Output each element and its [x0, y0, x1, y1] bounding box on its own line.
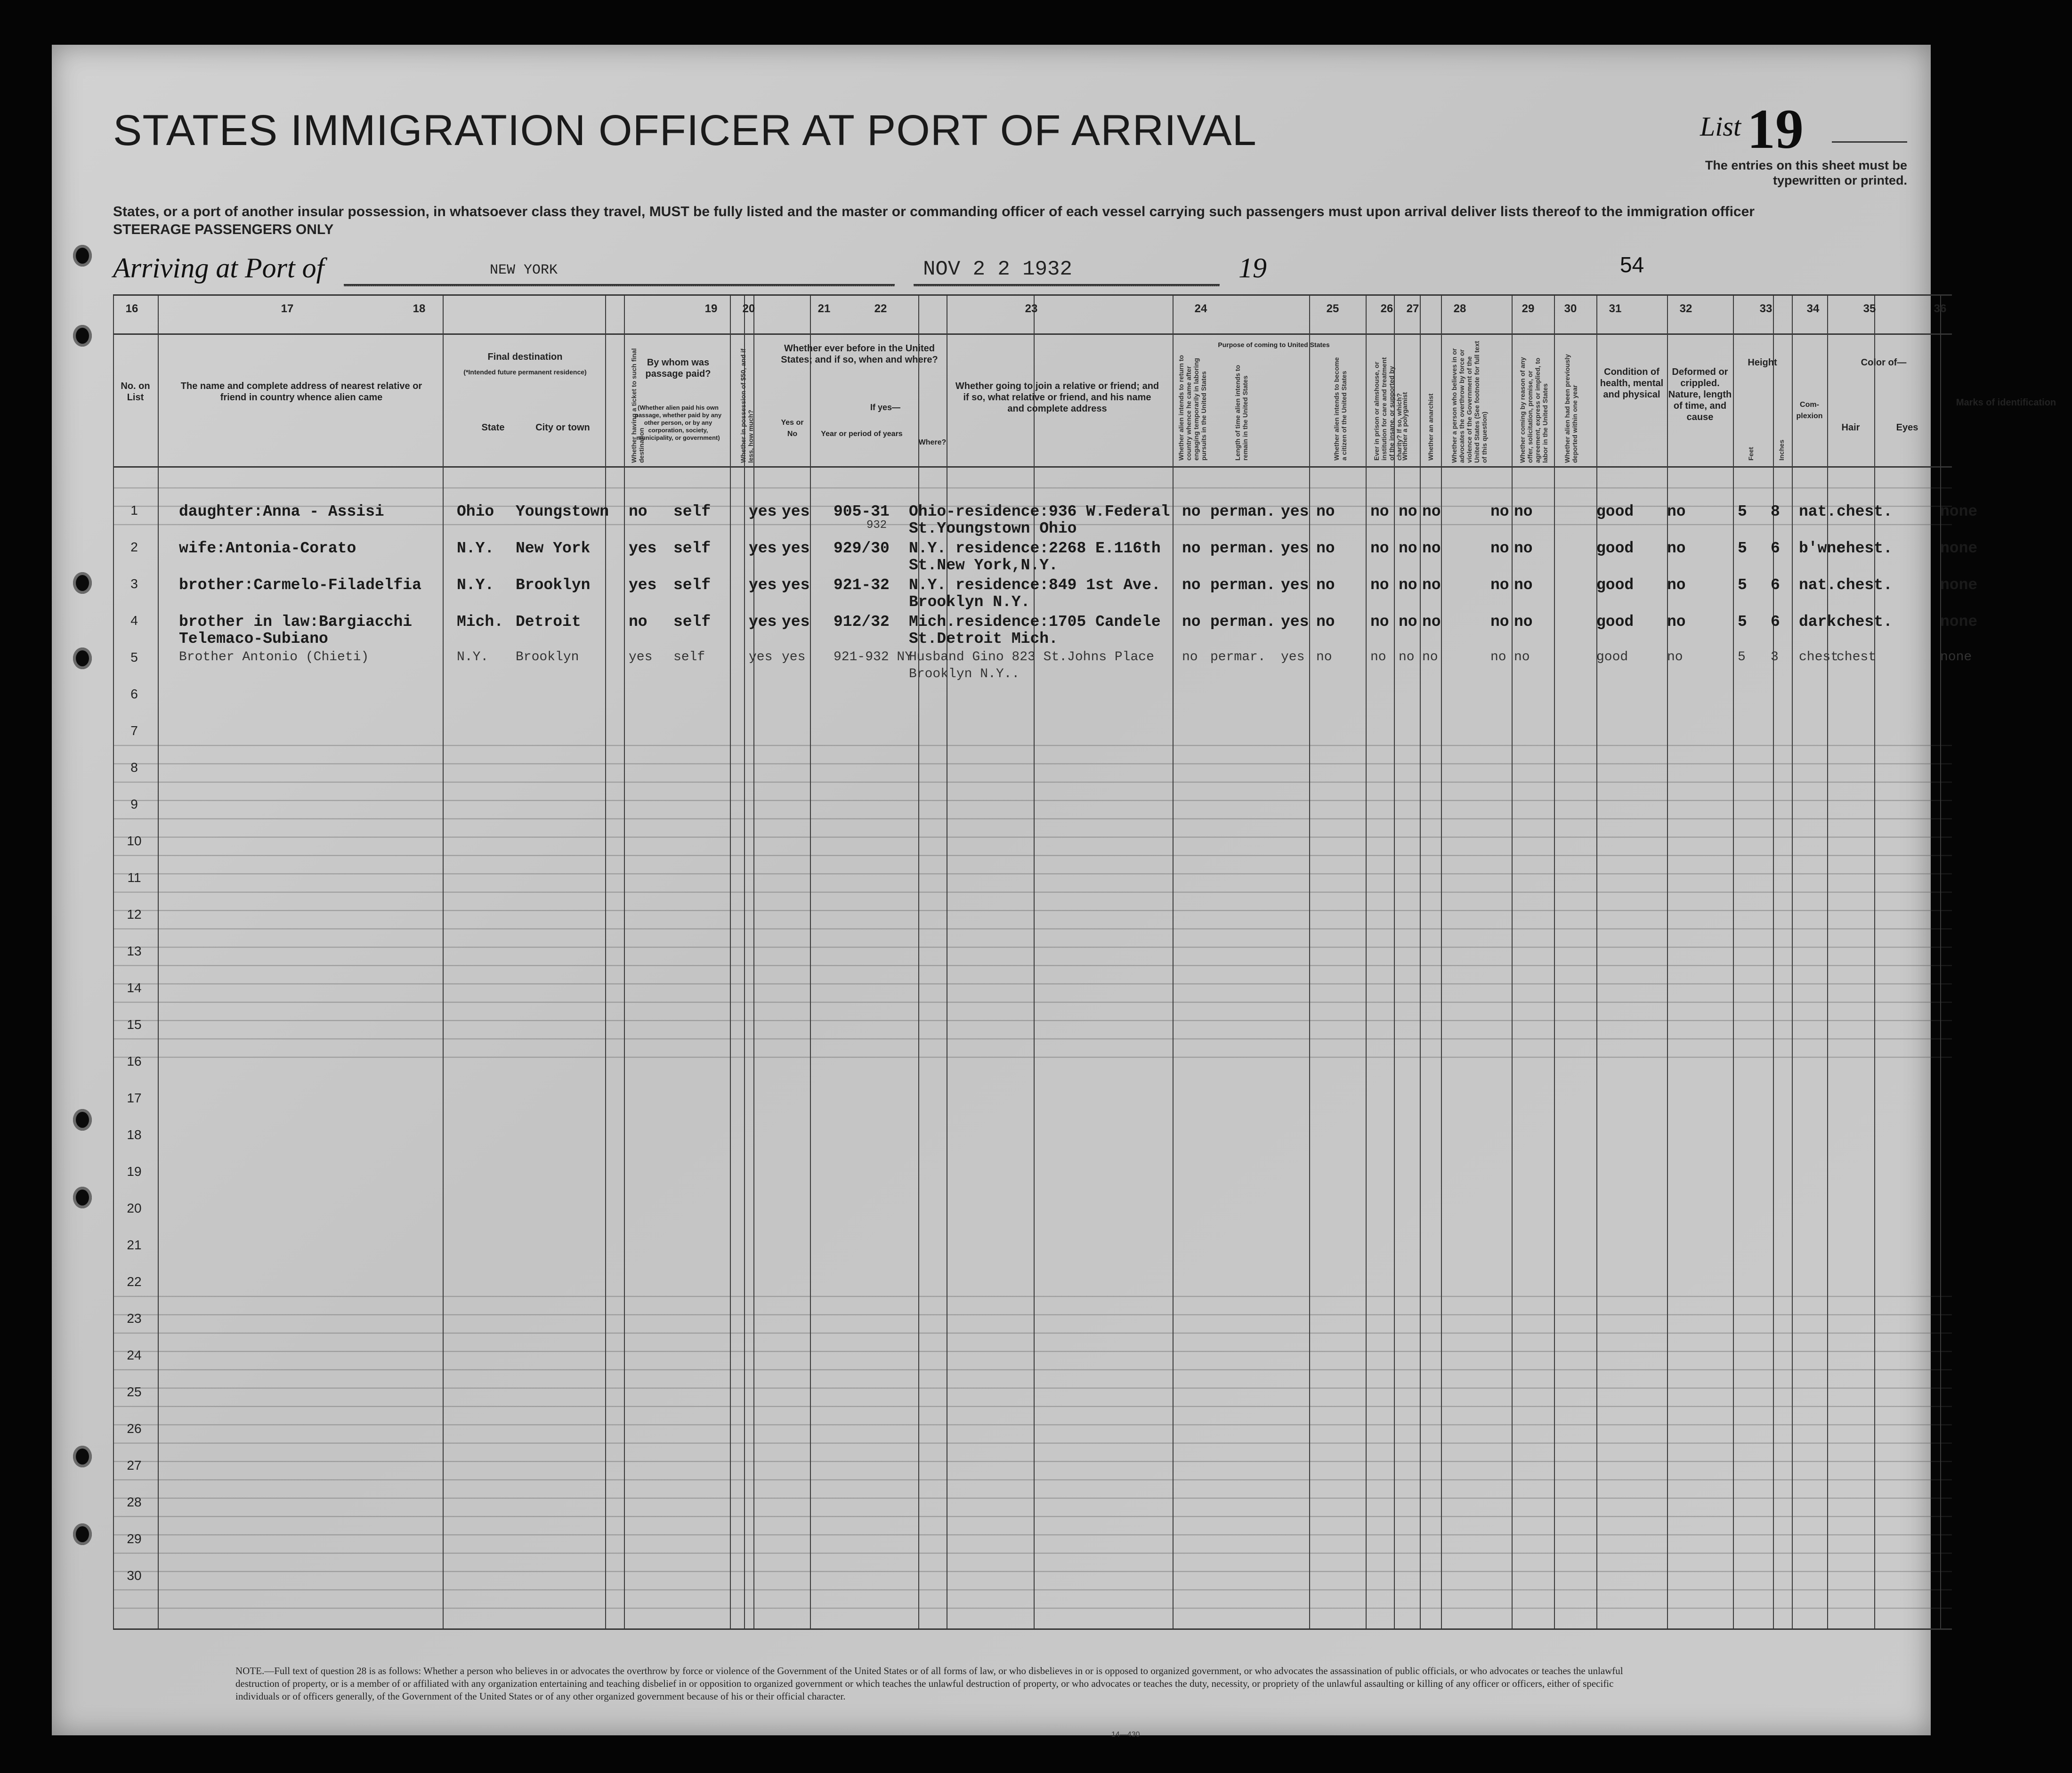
column-number: 26: [1380, 302, 1393, 315]
cell-possession: yes: [749, 613, 777, 631]
cell-ever: yes: [782, 503, 810, 520]
cell-possession: yes: [749, 503, 777, 520]
column-number: 23: [1025, 302, 1038, 315]
cell-state: Mich.: [457, 613, 504, 631]
cell-citizen: yes: [1281, 540, 1309, 557]
header-joining: Whether going to join a relative or friend; and if so, what relative or friend, and his name and complete address: [955, 381, 1159, 414]
list-number: 19: [1747, 97, 1804, 160]
manifest-sheet: [52, 45, 2056, 1739]
column-rule: [1667, 296, 1668, 1628]
column-number: 21: [817, 302, 831, 315]
cell-state: Ohio: [457, 503, 494, 520]
header-inches: Inches: [1778, 439, 1785, 461]
cell-ticket: yes: [629, 540, 657, 557]
page-title: STATES IMMIGRATION OFFICER AT PORT OF ARRIVAL: [113, 106, 1257, 154]
cell-citizen: yes: [1281, 613, 1309, 631]
column-number: 33: [1759, 302, 1773, 315]
cell-hair: chest.: [1837, 613, 1893, 631]
manifest-table: [113, 294, 2056, 1630]
column-rule: [605, 296, 606, 1628]
typed-notice: The entries on this sheet must be typewritten or printed.: [1705, 158, 1907, 187]
cell-years-note: 932: [866, 519, 887, 532]
cell-joining-line2: St.Youngstown Ohio: [909, 520, 1077, 537]
cell-ever: yes: [782, 540, 810, 557]
cell-q26: no: [1370, 540, 1389, 557]
cell-citizen: yes: [1281, 576, 1309, 594]
port-value: NEW YORK: [490, 262, 558, 278]
cell-q26: no: [1370, 576, 1389, 594]
cell-complexion: b'wne: [1799, 540, 1846, 557]
column-number: 32: [1679, 302, 1692, 315]
header-condition: Condition of health, mental and physical: [1600, 367, 1664, 400]
cell-q30: no: [1514, 503, 1533, 520]
cell-hair: chest: [1837, 650, 1877, 664]
cell-possession: yes: [749, 650, 773, 664]
cell-q26: no: [1370, 613, 1389, 631]
row-number: 11: [127, 870, 141, 885]
cell-inches: 6: [1771, 576, 1780, 594]
row-number: 29: [127, 1531, 142, 1546]
row-number: 18: [127, 1127, 142, 1142]
cell-joining: Ohio-residence:936 W.Federal: [909, 503, 1170, 520]
row-number: 12: [127, 907, 142, 922]
column-rule: [730, 296, 731, 1628]
cell-joining: Husband Gino 823 St.Johns Place: [909, 650, 1154, 664]
cell-deformed: no: [1667, 576, 1686, 594]
cell-q27: no: [1399, 540, 1417, 557]
header-contract: Whether coming by reason of any offer, solicitation, promise, or agreement, express or implied, to labor in the United States: [1519, 357, 1549, 463]
column-rule: [158, 296, 159, 1628]
cell-feet: 5: [1738, 613, 1747, 631]
header-possession: Whether in possession of $50, and if less, how much?: [739, 348, 754, 463]
cell-citizen: yes: [1281, 503, 1309, 520]
cell-relative: brother in law:Bargiacchi: [179, 613, 413, 631]
cell-inches: 6: [1771, 540, 1780, 557]
cell-ticket: no: [629, 503, 648, 520]
cell-q25: no: [1316, 540, 1335, 557]
punch-hole: [73, 1109, 92, 1131]
cell-joining: Mich.residence:1705 Candele: [909, 613, 1161, 631]
cell-relative: wife:Antonia-Corato: [179, 540, 356, 557]
column-number: 29: [1522, 302, 1535, 315]
row-number: 15: [127, 1017, 142, 1032]
header-polygamist: Whether a polygamist: [1401, 392, 1408, 461]
column-number: 22: [874, 302, 887, 315]
cell-ticket: no: [629, 613, 648, 631]
row-number: 14: [127, 980, 142, 995]
cell-possession: yes: [749, 576, 777, 594]
header-marks: Marks of identification: [1956, 397, 2056, 408]
column-number: 24: [1194, 302, 1207, 315]
cell-city: Brooklyn: [516, 576, 591, 594]
cell-joining-line2: Brooklyn N.Y..: [909, 667, 1020, 681]
header-final-destination-note: (*Intended future permanent residence): [463, 368, 587, 376]
header-purpose-length: Length of time alien intends to remain in the United States: [1234, 365, 1249, 461]
row-number: 17: [127, 1091, 142, 1105]
cell-time: perman.: [1210, 613, 1276, 631]
cell-city: Detroit: [516, 613, 581, 631]
column-rule: [624, 296, 625, 1628]
row-number: 28: [127, 1495, 142, 1509]
row-number: 4: [130, 613, 138, 628]
row-number: 21: [127, 1238, 142, 1252]
punch-hole: [73, 572, 92, 594]
cell-deformed: no: [1667, 613, 1686, 631]
date-value: NOV 2 2 1932: [923, 258, 1072, 281]
column-rule: [1309, 296, 1310, 1628]
cell-q27: no: [1399, 613, 1417, 631]
cell-q28: no: [1422, 540, 1441, 557]
cell-marks: none: [1940, 540, 1978, 557]
row-number: 20: [127, 1201, 142, 1215]
punch-hole: [73, 325, 92, 347]
cell-q29: no: [1490, 650, 1506, 664]
column-number: 35: [1863, 302, 1876, 315]
cell-health: good: [1596, 540, 1634, 557]
cell-hair: chest.: [1837, 503, 1893, 520]
cell-complexion: chest: [1799, 650, 1839, 664]
cell-health: good: [1596, 503, 1634, 520]
cell-q25: no: [1316, 613, 1335, 631]
cell-q28: no: [1422, 613, 1441, 631]
cell-deformed: no: [1667, 503, 1686, 520]
arriving-label: Arriving at Port of: [113, 252, 324, 283]
row-number: 19: [127, 1164, 142, 1179]
cell-health: good: [1596, 650, 1628, 664]
column-number: 31: [1609, 302, 1622, 315]
cell-city: Youngstown: [516, 503, 609, 520]
cell-prison: no: [1182, 613, 1201, 631]
column-number: 27: [1406, 302, 1419, 315]
cell-relative-line2: Telemaco-Subiano: [179, 630, 328, 648]
cell-years: 921-32: [834, 576, 890, 594]
cell-relative: Brother Antonio (Chieti): [179, 650, 369, 664]
row-number: 13: [127, 944, 142, 958]
year-suffix: 54: [1620, 252, 1644, 277]
cell-city: New York: [516, 540, 591, 557]
header-passage-paid: By whom was passage paid?: [645, 357, 711, 379]
cell-deformed: no: [1667, 650, 1683, 664]
cell-joining: N.Y. residence:2268 E.116th: [909, 540, 1161, 557]
port-underline: [344, 284, 895, 286]
column-rule: [1554, 296, 1555, 1628]
cell-joining-line2: St.New York,N.Y.: [909, 557, 1058, 574]
punch-hole: [73, 1523, 92, 1545]
cell-hair: chest.: [1837, 576, 1893, 594]
header-eyes: Eyes: [1896, 422, 1918, 433]
row-number: 5: [130, 650, 138, 664]
column-rule: [753, 296, 754, 1628]
header-feet: Feet: [1747, 447, 1755, 461]
cell-health: good: [1596, 613, 1634, 631]
date-underline: [914, 284, 1220, 286]
footnote: NOTE.—Full text of question 28 is as follows: Whether a person who believes in or advocates the overthrow by force or violence of the Government of the United States or of all forms of law, or who disbelieves in or is opposed to organized government, or who advocates the assassination of public officials, or who advocates or teaches the unlawful destruction of property, or is a member of or affiliated with any organization entertaining and teaching disbelief in or opposition to organized government or which teaches the unlawful destruction of property, or who advocates or teaches the duty, necessity, or propriety of the unlawful assaulting or killing of any officer or officers, either of specific individuals or of officers generally, of the Government of the United States or of any other organized government because of his or their official character.: [235, 1665, 1623, 1702]
cell-years: 921-932 NY: [834, 650, 913, 664]
cell-inches: 6: [1771, 613, 1780, 631]
column-rule: [1394, 296, 1395, 1628]
header-state: State: [481, 422, 505, 433]
year-prefix: 19: [1238, 252, 1267, 283]
row-number: 10: [127, 834, 142, 848]
row-number: 6: [130, 687, 138, 701]
cell-q29: no: [1490, 503, 1509, 520]
column-rule: [1034, 296, 1035, 1628]
column-rule: [918, 296, 919, 1628]
cell-joining: N.Y. residence:849 1st Ave.: [909, 576, 1161, 594]
column-number: 34: [1806, 302, 1820, 315]
cell-joining-line2: St.Detroit Mich.: [909, 630, 1058, 648]
cell-q28: no: [1422, 503, 1441, 520]
cell-prison: no: [1182, 540, 1201, 557]
header-deported: Whether alien had been previously deported within one year: [1563, 354, 1578, 463]
cell-complexion: dark: [1799, 613, 1837, 631]
row-number: 27: [127, 1458, 142, 1473]
cell-ever: yes: [782, 650, 806, 664]
row-number: 8: [130, 760, 138, 775]
column-number: 19: [704, 302, 718, 315]
cell-deformed: no: [1667, 540, 1686, 557]
cell-q30: no: [1514, 540, 1533, 557]
cell-ticket: yes: [629, 650, 653, 664]
header-nearest-relative: The name and complete address of nearest relative or friend in country whence alien came: [180, 381, 422, 403]
cell-state: N.Y.: [457, 540, 494, 557]
column-number: 28: [1453, 302, 1466, 315]
cell-prison: no: [1182, 650, 1198, 664]
row-number: 1: [130, 503, 138, 518]
cell-feet: 5: [1738, 576, 1747, 594]
column-rule: [1512, 296, 1513, 1628]
cell-relative: brother:Carmelo-Filadelfia: [179, 576, 421, 594]
column-number: 36: [1934, 302, 1947, 315]
column-rule: [1366, 296, 1367, 1628]
cell-city: Brooklyn: [516, 650, 579, 664]
column-number: 16: [125, 302, 138, 315]
column-number: 30: [1564, 302, 1577, 315]
header-passage-note: (Whether alien paid his own passage, whether paid by any other person, or by any corporation, society, municipality, or government): [634, 404, 722, 441]
column-rule: [1420, 296, 1421, 1628]
cell-relative: daughter:Anna - Assisi: [179, 503, 384, 520]
cell-ticket: yes: [629, 576, 657, 594]
header-if-yes: If yes—: [870, 403, 901, 412]
punch-hole: [73, 1187, 92, 1208]
steerage-label: STEERAGE PASSENGERS ONLY: [113, 222, 334, 237]
header-hair: Hair: [1841, 422, 1860, 433]
cell-prison: no: [1182, 576, 1201, 594]
cell-q27: no: [1399, 503, 1417, 520]
header-bottom-rule: [113, 466, 1952, 468]
cell-paid: self: [673, 503, 711, 520]
cell-state: N.Y.: [457, 650, 489, 664]
row-number: 2: [130, 540, 138, 554]
header-no-on-list: No. on List: [121, 381, 150, 403]
cell-paid: self: [673, 650, 705, 664]
cell-q26: no: [1370, 503, 1389, 520]
cell-q28: no: [1422, 576, 1441, 594]
header-purpose: Purpose of coming to United States: [1218, 341, 1330, 348]
cell-joining-line2: Brooklyn N.Y.: [909, 593, 1030, 611]
header-final-destination: Final destination: [487, 352, 563, 362]
header-anarchist: Whether an anarchist: [1427, 393, 1434, 461]
header-complexion: Com-plexion: [1796, 401, 1823, 420]
cell-years: 905-31: [834, 503, 890, 520]
header-color-of: Color of—: [1861, 357, 1907, 368]
column-rule: [1827, 296, 1828, 1628]
header-height: Height: [1748, 357, 1777, 368]
column-number: 25: [1326, 302, 1339, 315]
cell-prison: no: [1182, 503, 1201, 520]
punch-hole: [73, 1446, 92, 1467]
list-label: List: [1700, 111, 1741, 142]
cell-q28: no: [1422, 650, 1438, 664]
cell-q26: no: [1370, 650, 1386, 664]
header-where: Where?: [918, 438, 947, 446]
column-rule: [1792, 296, 1793, 1628]
header-ticket: Whether having a ticket to such final destination: [630, 348, 645, 463]
cell-inches: 8: [1771, 503, 1780, 520]
header-year-period: Year or period of years: [821, 430, 903, 438]
cell-time: permar.: [1210, 650, 1266, 664]
punch-hole: [73, 648, 92, 669]
header-city: City or town: [535, 422, 590, 433]
cell-q30: no: [1514, 576, 1533, 594]
header-divider: [113, 333, 1952, 335]
intro-text: States, or a port of another insular possession, in whatsoever class they travel, MUST be fully listed and the master or commanding officer of each vessel carrying such passengers must upon arrival deliver lists thereof to the immigration officer: [113, 204, 1755, 219]
cell-complexion: nat.: [1799, 576, 1837, 594]
column-number: 18: [413, 302, 426, 315]
row-number: 3: [130, 576, 138, 591]
cell-complexion: nat.: [1799, 503, 1837, 520]
cell-q25: no: [1316, 576, 1335, 594]
column-rule: [1940, 296, 1941, 1628]
cell-health: good: [1596, 576, 1634, 594]
column-rule: [810, 296, 811, 1628]
column-rule: [1874, 296, 1875, 1628]
column-rule: [1596, 296, 1597, 1628]
cell-time: perman.: [1210, 576, 1276, 594]
cell-feet: 5: [1738, 540, 1747, 557]
cell-years: 929/30: [834, 540, 890, 557]
column-rule: [1733, 296, 1734, 1628]
row-number: 30: [127, 1568, 142, 1583]
list-underline: [1832, 141, 1907, 143]
cell-marks: none: [1940, 576, 1978, 594]
cell-paid: self: [673, 576, 711, 594]
column-number: 20: [742, 302, 755, 315]
row-number: 23: [127, 1311, 142, 1326]
cell-hair: chest.: [1837, 540, 1893, 557]
header-deformed: Deformed or crippled. Nature, length of time, and cause: [1668, 367, 1732, 422]
cell-q27: no: [1399, 650, 1415, 664]
column-number: 17: [281, 302, 294, 315]
row-number: 25: [127, 1384, 142, 1399]
cell-paid: self: [673, 540, 711, 557]
cell-paid: self: [673, 613, 711, 631]
cell-citizen: yes: [1281, 650, 1305, 664]
cell-years: 912/32: [834, 613, 890, 631]
column-rule: [443, 296, 444, 1628]
cell-feet: 5: [1738, 650, 1746, 664]
cell-q30: no: [1514, 650, 1530, 664]
cell-marks: none: [1940, 650, 1972, 664]
cell-q25: no: [1316, 503, 1335, 520]
cell-state: N.Y.: [457, 576, 494, 594]
row-number: 24: [127, 1348, 142, 1362]
cell-q29: no: [1490, 540, 1509, 557]
row-number: 7: [130, 723, 138, 738]
cell-time: perman.: [1210, 540, 1276, 557]
column-rule: [744, 296, 745, 1628]
cell-ever: yes: [782, 576, 810, 594]
header-overthrow: Whether a person who believes in or advocates the overthrow by force or violence of the Government of the United States (See footnote for full text of this question): [1450, 340, 1488, 463]
header-purpose-citizen: Whether alien intends to become a citizen of the United States: [1333, 357, 1348, 461]
header-ever-before: Whether ever before in the United States; and if so, when and where?: [781, 343, 938, 365]
cell-inches: 3: [1771, 650, 1779, 664]
cell-marks: none: [1940, 613, 1978, 631]
column-rule: [1773, 296, 1774, 1628]
column-rule: [1441, 296, 1442, 1628]
header-purpose-return: Whether alien intends to return to country whence he came after engaging temporarily in laboring pursuits in the United States: [1177, 355, 1207, 461]
row-number: 22: [127, 1274, 142, 1289]
cell-q29: no: [1490, 613, 1509, 631]
row-number: 26: [127, 1421, 142, 1436]
cell-q25: no: [1316, 650, 1332, 664]
row-number: 16: [127, 1054, 142, 1069]
header-prison: Ever in prison or almshouse, or institution for care and treatment of the insane, or supported by charity? If so, which?: [1373, 357, 1403, 461]
cell-time: perman.: [1210, 503, 1276, 520]
punch-hole: [73, 245, 92, 267]
cell-marks: none: [1940, 503, 1978, 520]
header-yes-or-no: Yes or No: [781, 419, 804, 438]
form-number: 14—430: [1111, 1731, 1140, 1739]
row-number: 9: [130, 797, 138, 811]
cell-feet: 5: [1738, 503, 1747, 520]
cell-q27: no: [1399, 576, 1417, 594]
cell-q29: no: [1490, 576, 1509, 594]
cell-possession: yes: [749, 540, 777, 557]
cell-ever: yes: [782, 613, 810, 631]
column-rule: [1173, 296, 1174, 1628]
cell-q30: no: [1514, 613, 1533, 631]
